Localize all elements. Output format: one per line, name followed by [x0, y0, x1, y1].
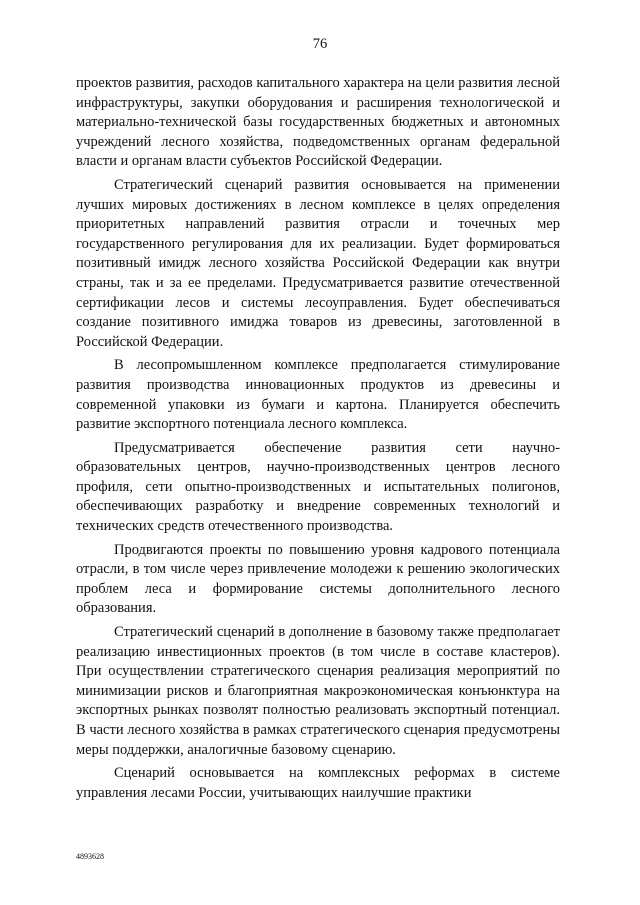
paragraph-science-centers: Предусматривается обеспечение развития сети научно-образовательных центров, научно-производственных центров лесного профиля, сети опытно-производственных и испытательных полигонов, обеспечивающих разработку и внедрение современных технологий и технических средств отечественного производства.: [76, 439, 560, 535]
paragraph-reforms: Сценарий основывается на комплексных реформах в системе управления лесами России, учитывающих наилучшие практики: [76, 765, 560, 801]
page-number: 76: [312, 36, 328, 52]
document-code: 4893628: [76, 852, 104, 861]
paragraph-personnel: Продвигаются проекты по повышению уровня кадрового потенциала отрасли, в том числе через привлечение молодежи к решению экологических проблем леса и формирование системы дополнительного лесного образования.: [76, 541, 560, 617]
paragraph-investment-projects: Стратегический сценарий в дополнение в базовому также предполагает реализацию инвестиционных проектов (в том числе в составе кластеров). При осуществлении стратегического сценария реализация мероприятий по минимизации рисков и благоприятная макроэкономическая конъюнктура на экспортных рынках позволят полностью реализовать экспортный потенциал. В части лесного хозяйства в рамках стратегического сценария предусмотрены меры поддержки, аналогичные базовому сценарию.: [76, 624, 560, 758]
paragraph-timber-industry: В лесопромышленном комплексе предполагается стимулирование развития производства инновационных продуктов из древесины и современной упаковки из бумаги и картона. Планируется обеспечить развитие экспортного потенциала лесного комплекса.: [76, 357, 560, 433]
paragraph-strategic-scenario: Стратегический сценарий развития основывается на применении лучших мировых достижениях в лесном комплексе в целях определения приоритетных направлений развития отрасли и точечных мер государственного регулирования для их реализации. Будет формироваться позитивный имидж лесного хозяйства Российской Федерации как внутри страны, так и за ее пределами. Предусматривается развитие отечественной сертификации лесов и системы лесоуправления. Будет обеспечиваться создание позитивного имиджа товаров из древесины, заготовленной в Российской Федерации.: [76, 176, 560, 350]
paragraph-continuation: проектов развития, расходов капитального характера на цели развития лесной инфраструктуры, закупки оборудования и расширения технологической и материально-технической базы государственных бюджетных и автономных учреждений лесного хозяйства, подведомственных органам федеральной власти и органам власти субъектов Российской Федерации.: [76, 75, 560, 170]
body-text: [76, 74, 560, 803]
